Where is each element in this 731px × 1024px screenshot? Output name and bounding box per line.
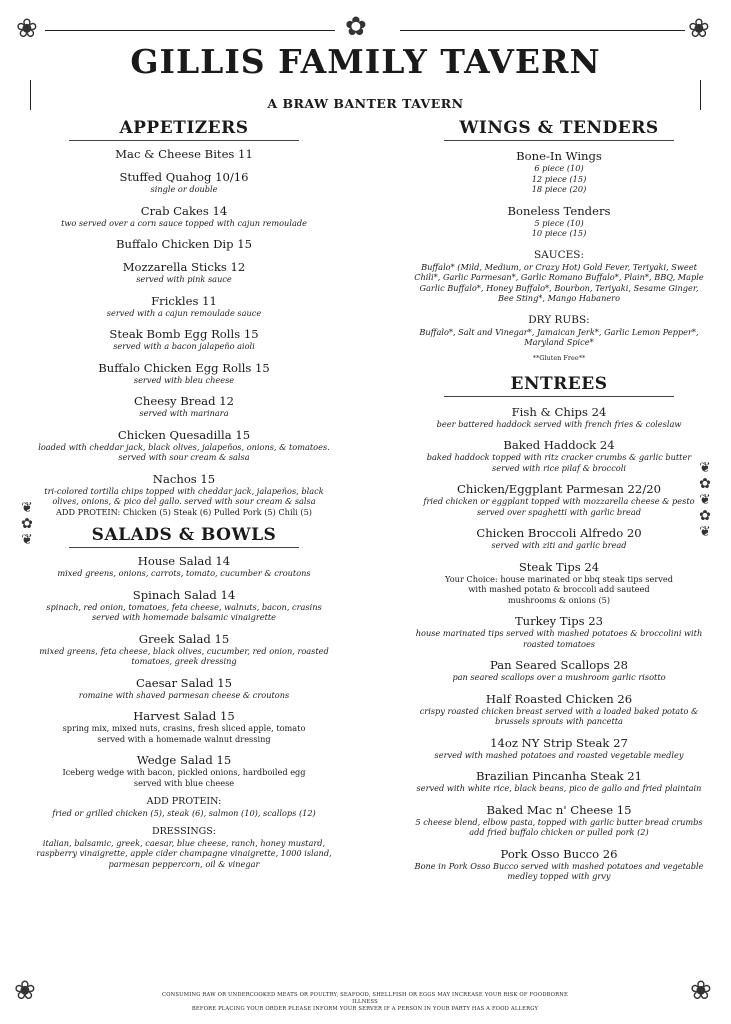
- menu-item: [24, 709, 344, 744]
- sauces-block: [414, 248, 704, 304]
- rose-icon: ❀: [16, 14, 38, 44]
- dressings-heading: DRESSINGS:: [152, 826, 216, 837]
- add-protein-block: [24, 797, 344, 818]
- item-desc: single or double: [150, 184, 218, 194]
- dry-rubs-heading: DRY RUBS:: [528, 313, 590, 326]
- rose-icon: ❀: [690, 976, 712, 1006]
- menu-item: [414, 614, 704, 649]
- menu-item: [414, 560, 704, 606]
- section-title: ENTREES: [510, 373, 608, 394]
- rose-icon: ✿: [345, 12, 367, 42]
- menu-item: [414, 803, 704, 838]
- right-column: [414, 118, 704, 882]
- menu-item: [24, 237, 344, 251]
- item-desc: Your Choice: house marinated or bbq steak tips served with mashed potato & broccoli add sauteed mushrooms & onions (5): [445, 573, 673, 605]
- sauces-heading: SAUCES:: [533, 248, 585, 261]
- dressings-block: [24, 827, 344, 869]
- item-name: Fish & Chips 24: [511, 404, 607, 419]
- item-desc: mixed greens, onions, carrots, tomato, cucumber & croutons: [57, 568, 311, 578]
- item-name: Steak Tips 24: [518, 559, 600, 574]
- divider: [69, 547, 299, 548]
- menu-item: [24, 327, 344, 352]
- menu-item: [414, 438, 704, 473]
- item-name: Pork Osso Bucco 26: [500, 846, 618, 861]
- item-name: Turkey Tips 23: [514, 614, 604, 628]
- item-name: Baked Mac n' Cheese 15: [486, 802, 632, 817]
- frame-top-right-line: [400, 30, 685, 31]
- item-option: 6 piece (10): [534, 163, 584, 173]
- menu-item: [414, 769, 704, 794]
- page-title: GILLIS FAMILY TAVERN: [130, 42, 601, 81]
- menu-item: [414, 204, 704, 239]
- item-desc: spring mix, mixed nuts, crasins, fresh sliced apple, tomato served with a homemade walnut dressing: [62, 723, 306, 744]
- item-desc: baked haddock topped with ritz cracker crumbs & garlic butter served with rice pilaf & broccoli: [426, 452, 692, 473]
- footer-line: BEFORE PLACING YOUR ORDER PLEASE INFORM YOUR SERVER IF A PERSON IN YOUR PARTY HAS A FOOD ALLERGY: [191, 1006, 539, 1012]
- item-desc: served with pink sauce: [136, 274, 232, 284]
- menu-item: [414, 692, 704, 727]
- salads-header: [24, 525, 344, 548]
- item-desc: served with bleu cheese: [133, 374, 235, 385]
- menu-item: [414, 526, 704, 551]
- menu-item: [24, 204, 344, 229]
- menu-item: [24, 147, 344, 161]
- item-name: Boneless Tenders: [507, 203, 611, 218]
- item-desc: tri-colored tortilla chips topped with cheddar jack, jalapeños, black olives, onions, & pico del gallo. served with sour cream & salsa: [44, 485, 324, 506]
- sauces-list: Buffalo* (Mild, Medium, or Crazy Hot) Gold Fever, Teriyaki, Sweet Chili*, Garlic Parmesan*, Garlic Romano Buffalo*, Plain*, BBQ, Maple Garlic Buffalo*, Honey Buffalo*, Bourbon, Teriyaki, Sesame Ginger, Bee Sting*, Mango Habanero: [414, 261, 704, 303]
- item-option: 5 piece (10): [534, 217, 584, 228]
- menu-item: [414, 847, 704, 882]
- item-option: 18 piece (20): [531, 184, 587, 194]
- menu-item: [24, 428, 344, 463]
- item-name: Pan Seared Scallops 28: [489, 658, 629, 672]
- item-desc: two served over a corn sauce topped with cajun remoulade: [61, 217, 307, 228]
- add-protein-list: fried or grilled chicken (5), steak (6), salmon (10), scallops (12): [52, 807, 316, 818]
- menu-item: [24, 753, 344, 788]
- add-protein-heading: ADD PROTEIN:: [146, 796, 222, 807]
- item-name: Chicken/Eggplant Parmesan 22/20: [457, 482, 661, 496]
- item-name: Cheesy Bread 12: [134, 394, 234, 408]
- menu-item: [414, 482, 704, 517]
- menu-item: [24, 260, 344, 285]
- menu-item: [414, 405, 704, 430]
- item-option: 12 piece (15): [531, 173, 587, 184]
- item-desc: spinach, red onion, tomatoes, feta cheese, walnuts, bacon, crasins served with homemade balsamic vinaigrette: [46, 601, 322, 622]
- wings-header: [414, 118, 704, 141]
- item-desc: Iceberg wedge with bacon, pickled onions, hardboiled egg served with blue cheese: [62, 767, 306, 788]
- divider: [444, 140, 674, 141]
- item-name: Stuffed Quahog 10/16: [119, 170, 249, 184]
- menu-item: [24, 170, 344, 195]
- item-name: Crab Cakes 14: [140, 203, 228, 218]
- item-name: Bone-In Wings: [516, 149, 602, 163]
- item-desc: Bone in Pork Osso Bucco served with mashed potatoes and vegetable medley topped with grvy: [414, 860, 704, 881]
- item-desc: loaded with cheddar jack, black olives, jalapeños, onions, & tomatoes. served with sour cream & salsa: [38, 441, 330, 462]
- item-name: Caesar Salad 15: [135, 675, 233, 690]
- item-name: Mac & Cheese Bites 11: [115, 147, 253, 161]
- menu-item: [24, 361, 344, 386]
- allergy-footer: [150, 992, 580, 1013]
- rose-icon: ❀: [14, 976, 36, 1006]
- item-desc: romaine with shaved parmesan cheese & croutons: [78, 689, 290, 700]
- frame-top-left-line: [45, 30, 335, 31]
- appetizers-header: [24, 118, 344, 141]
- item-desc: served with a cajun remoulade sauce: [106, 307, 262, 318]
- menu-item: [414, 149, 704, 195]
- item-name: Brazilian Pincanha Steak 21: [475, 769, 643, 783]
- item-name: Chicken Quesadilla 15: [117, 427, 251, 442]
- page-subtitle: A BRAW BANTER TAVERN: [267, 96, 464, 111]
- item-name: Nachos 15: [152, 471, 216, 486]
- dry-rubs-list: Buffalo*, Salt and Vinegar*, Jamaican Jerk*, Garlic Lemon Pepper*, Maryland Spice*: [419, 326, 699, 347]
- menu-item: [24, 554, 344, 579]
- item-desc: house marinated tips served with mashed potatoes & broccolini with roasted tomatoes: [415, 628, 703, 649]
- item-desc: mixed greens, feta cheese, black olives, cucumber, red onion, roasted tomatoes, greek dressing: [39, 645, 329, 666]
- footer-line: CONSUMING RAW OR UNDERCOOKED MEATS OR POULTRY, SEAFOOD, SHELLFISH OR EGGS MAY INCREASE YOUR RISK OF FOODBORNE ILLNESS: [162, 992, 568, 1005]
- menu-item: [24, 632, 344, 667]
- item-desc: served with marinara: [139, 408, 229, 418]
- item-name: Harvest Salad 15: [133, 709, 235, 723]
- menu-item: [414, 658, 704, 683]
- item-desc: crispy roasted chicken breast served with a loaded baked potato & brussels sprouts with pancetta: [419, 705, 699, 726]
- item-desc: pan seared scallops over a mushroom garlic risotto: [452, 672, 666, 682]
- menu-item: [24, 676, 344, 701]
- item-option: 10 piece (15): [531, 228, 587, 238]
- vine-icon: ❦ ✿ ❦ ✿ ❦: [699, 460, 711, 540]
- item-name: Half Roasted Chicken 26: [485, 691, 633, 706]
- section-title: WINGS & TENDERS: [459, 118, 659, 138]
- section-title: SALADS & BOWLS: [91, 525, 277, 545]
- add-protein-line: ADD PROTEIN: Chicken (5) Steak (6) Pulled Pork (5) Chili (5): [55, 506, 313, 517]
- item-name: Buffalo Chicken Egg Rolls 15: [98, 360, 270, 375]
- item-name: Buffalo Chicken Dip 15: [116, 237, 252, 251]
- entrees-header: [414, 374, 704, 397]
- item-name: Baked Haddock 24: [503, 438, 615, 452]
- item-name: Mozzarella Sticks 12: [122, 260, 246, 274]
- menu-item: [24, 294, 344, 319]
- dry-rubs-block: [414, 313, 704, 348]
- item-name: House Salad 14: [137, 554, 231, 568]
- item-desc: 5 cheese blend, elbow pasta, topped with garlic butter bread crumbs add fried buffalo chicken or pulled pork (2): [415, 816, 703, 837]
- item-desc: served with mashed potatoes and roasted vegetable medley: [434, 749, 684, 760]
- dressings-list: italian, balsamic, greek, caesar, blue cheese, ranch, honey mustard, raspberry vinaigrette, apple cider champagne vinaigrette, 1000 island, parmesan peppercorn, oil & vinegar: [36, 837, 332, 869]
- menu-item: [24, 394, 344, 419]
- item-name: 14oz NY Strip Steak 27: [490, 735, 628, 750]
- item-desc: served with a bacon jalapeño aioli: [113, 341, 255, 351]
- rose-icon: ❀: [688, 14, 710, 44]
- gluten-free-note: **Gluten Free**: [532, 353, 586, 362]
- item-name: Spinach Salad 14: [132, 587, 236, 602]
- menu-item: [24, 472, 344, 518]
- item-name: Wedge Salad 15: [136, 753, 232, 767]
- menu-item: [24, 588, 344, 623]
- divider: [69, 140, 299, 141]
- item-desc: served with white rice, black beans, pico de gallo and fried plaintain: [416, 783, 702, 793]
- vine-icon: ❦ ✿ ❦: [21, 500, 33, 548]
- item-name: Frickles 11: [151, 293, 217, 308]
- item-name: Chicken Broccoli Alfredo 20: [476, 526, 642, 540]
- item-desc: served with ziti and garlic bread: [491, 540, 627, 550]
- item-name: Greek Salad 15: [138, 631, 230, 646]
- item-name: Steak Bomb Egg Rolls 15: [109, 327, 259, 341]
- left-column: [24, 118, 344, 869]
- item-desc: beer battered haddock served with french fries & coleslaw: [436, 418, 682, 429]
- divider: [444, 396, 674, 397]
- item-desc: fried chicken or eggplant topped with mozzarella cheese & pesto served over spaghetti with garlic bread: [423, 496, 695, 517]
- menu-item: [414, 736, 704, 761]
- section-title: APPETIZERS: [119, 118, 249, 138]
